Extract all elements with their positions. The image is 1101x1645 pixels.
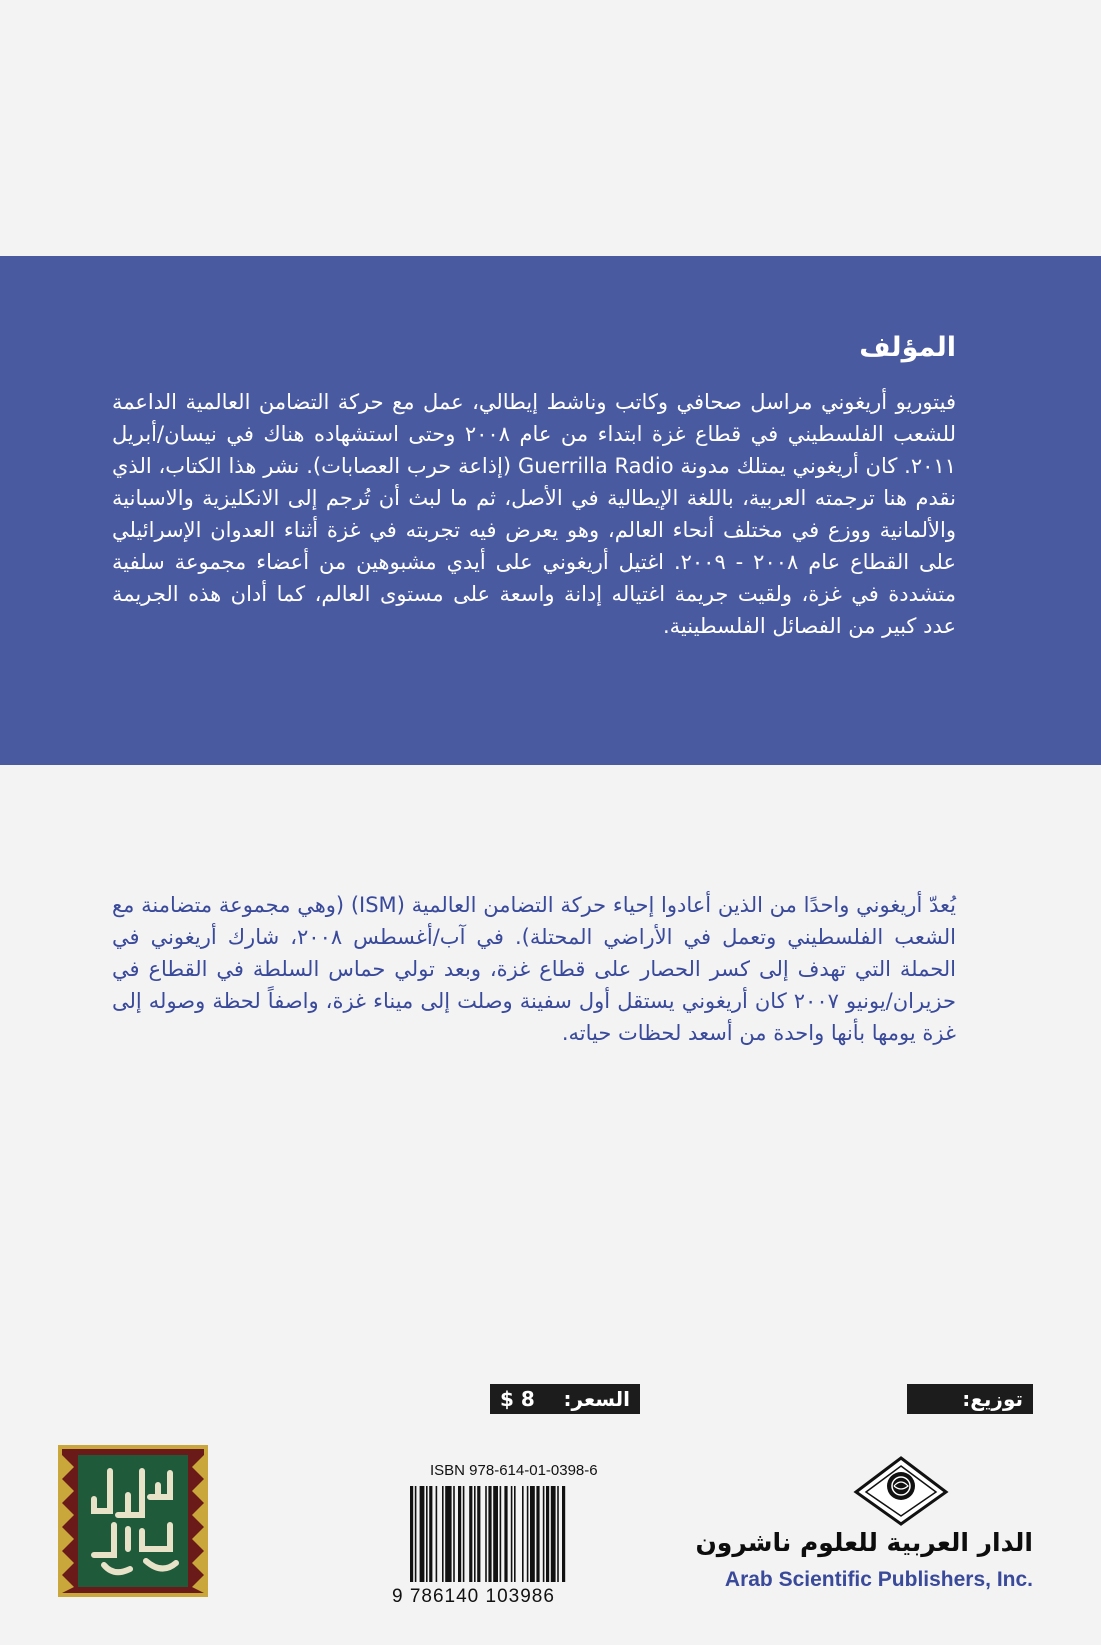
- barcode-icon: [410, 1486, 628, 1586]
- publisher-name-arabic: الدار العربية للعلوم ناشرون: [695, 1528, 1033, 1557]
- distribution-label: [907, 1384, 1033, 1414]
- publisher-name-english: Arab Scientific Publishers, Inc.: [724, 1568, 1033, 1591]
- price-label: [490, 1384, 640, 1414]
- calligraphy-diamond-emblem-icon: [846, 1456, 956, 1526]
- distribution-label-text: توزيع:: [962, 1387, 1023, 1411]
- author-heading: المؤلف: [859, 332, 956, 363]
- author-section: [0, 256, 1101, 765]
- arabic-calligraphy-series-logo-icon: [58, 1445, 208, 1597]
- price-amount: $ 8: [500, 1387, 535, 1411]
- isbn-number: ISBN 978-614-01-0398-6: [430, 1462, 598, 1479]
- barcode-digits: 9 786140 103986: [392, 1586, 555, 1607]
- price-label-text: السعر:: [563, 1387, 630, 1411]
- author-bio: فيتوريو أريغوني مراسل صحافي وكاتب وناشط إيطالي، عمل مع حركة التضامن العالمية الداعمة للشعب الفلسطيني في قطاع غزة ابتداء من عام ٢٠٠٨ وحتى استشهاده هناك في نيسان/أبريل ٢٠١١. كان أريغوني يمتلك مدونة Guerrilla Radio (إذاعة حرب العصابات). نشر هذا الكتاب، الذي نقدم هنا ترجمته العربية، باللغة الإيطالية في الأصل، ثم ما لبث أن تُرجم إلى الانكليزية والاسبانية والألمانية ووزع في مختلف أنحاء العالم، وهو يعرض فيه تجربته في غزة أثناء العدوان الإسرائيلي على القطاع عام ٢٠٠٨ - ٢٠٠٩. اغتيل أريغوني على أيدي مشبوهين من أعضاء مجموعة سلفية متشددة في غزة، ولقيت جريمة اغتياله إدانة واسعة على مستوى العالم، كما أدان هذه الجريمة عدد كبير من الفصائل الفلسطينية.: [112, 390, 956, 638]
- book-blurb: يُعدّ أريغوني واحدًا من الذين أعادوا إحياء حركة التضامن العالمية (ISM) (وهي مجموعة متضامنة مع الشعب الفلسطيني وتعمل في الأراضي المحتلة). في آب/أغسطس ٢٠٠٨، شارك أريغوني في الحملة التي تهدف إلى كسر الحصار على قطاع غزة، وبعد تولي حماس السلطة في القطاع في حزيران/يونيو ٢٠٠٧ كان أريغوني يستقل أول سفينة وصلت إلى ميناء غزة، واصفاً لحظة وصوله إلى غزة يومها بأنها واحدة من أسعد لحظات حياته.: [112, 893, 957, 1045]
